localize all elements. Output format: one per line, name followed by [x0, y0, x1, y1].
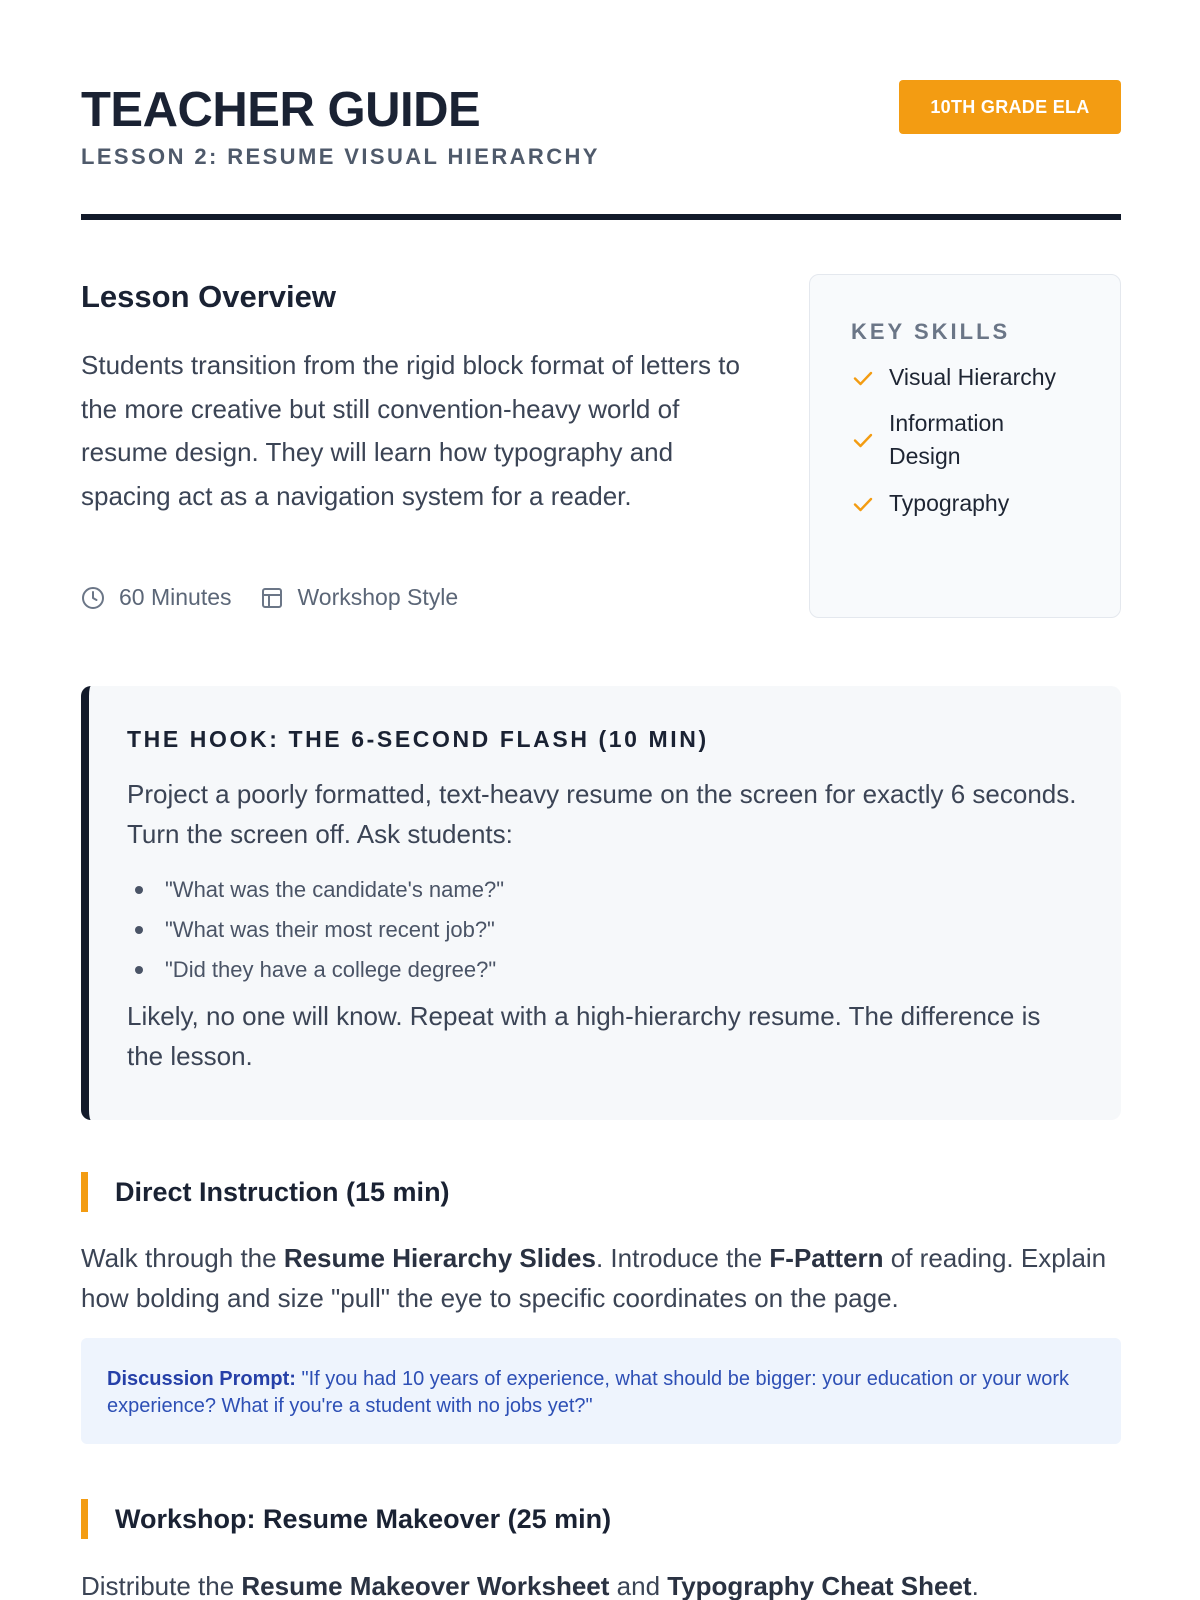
- clock-icon: [81, 586, 105, 610]
- f-pattern-term: F-Pattern: [769, 1243, 884, 1273]
- question-text: "What was their most recent job?": [165, 917, 495, 942]
- check-icon: [851, 492, 875, 516]
- style-label: Workshop Style: [297, 584, 459, 610]
- lesson-meta: [81, 584, 486, 611]
- list-item: [135, 910, 504, 950]
- text-run: .: [971, 1571, 979, 1600]
- section-title: Workshop: Resume Makeover (25 min): [115, 1503, 612, 1534]
- skill-item: [851, 407, 1081, 473]
- section-accent-bar: [81, 1499, 88, 1539]
- grade-badge: 10TH GRADE ELA: [899, 80, 1121, 134]
- prompt-text: "If you had 10 years of experience, what should be bigger: your education or your work experience? What if you're a student with no jobs yet?": [107, 1368, 1070, 1417]
- question-text: "What was the candidate's name?": [165, 877, 505, 902]
- bullet-icon: [135, 926, 143, 934]
- text-run: Distribute the: [81, 1571, 242, 1600]
- list-item: [135, 870, 504, 910]
- overview-text: Students transition from the rigid block format of letters to the more creative but still convention-heavy world of resume design. They will learn how typography and spacing act as a navigation system for a reader.: [81, 350, 740, 511]
- worksheet-reference: Resume Makeover Worksheet: [241, 1571, 610, 1600]
- workshop-text: [81, 1566, 1121, 1600]
- section-title: Direct Instruction (15 min): [115, 1176, 450, 1207]
- direct-instruction-text: [81, 1238, 1121, 1318]
- lesson-subtitle: LESSON 2: RESUME VISUAL HIERARCHY: [81, 144, 600, 169]
- header-divider: [81, 214, 1121, 220]
- guide-header: [81, 0, 1121, 220]
- key-skills-card: [809, 274, 1121, 618]
- text-run: Walk through the: [81, 1243, 284, 1273]
- layout-icon: [260, 586, 284, 610]
- hook-intro: Project a poorly formatted, text-heavy resume on the screen for exactly 6 seconds. Turn the screen off. Ask students:: [127, 779, 1077, 849]
- skill-label: Typography: [889, 490, 1010, 516]
- cheat-sheet-reference: Typography Cheat Sheet: [667, 1571, 972, 1600]
- workshop-header: [81, 1499, 611, 1539]
- bullet-icon: [135, 886, 143, 894]
- section-accent-bar: [81, 1172, 88, 1212]
- hook-questions: [135, 870, 504, 990]
- duration-label: 60 Minutes: [119, 584, 232, 610]
- skill-item: [851, 361, 1056, 394]
- hook-outro: Likely, no one will know. Repeat with a high-hierarchy resume. The difference is the lesson.: [127, 1001, 1041, 1071]
- direct-instruction-header: [81, 1172, 450, 1212]
- style-meta: [260, 584, 459, 611]
- list-item: [135, 950, 504, 990]
- slides-reference: Resume Hierarchy Slides: [283, 1243, 596, 1273]
- prompt-label: Discussion Prompt:: [107, 1368, 296, 1390]
- discussion-prompt: [81, 1338, 1121, 1444]
- text-run: and: [609, 1571, 668, 1600]
- duration-meta: [81, 584, 232, 611]
- overview-heading: Lesson Overview: [81, 279, 337, 314]
- check-icon: [851, 366, 875, 390]
- check-icon: [851, 428, 875, 452]
- text-run: . Introduce the: [595, 1243, 770, 1273]
- page-title: TEACHER GUIDE: [81, 83, 481, 137]
- hook-heading: THE HOOK: THE 6-SECOND FLASH (10 MIN): [127, 726, 709, 752]
- skill-label: Information Design: [889, 410, 1005, 469]
- question-text: "Did they have a college degree?": [165, 957, 497, 982]
- skill-label: Visual Hierarchy: [889, 364, 1057, 390]
- key-skills-heading: KEY SKILLS: [851, 319, 1011, 344]
- bullet-icon: [135, 966, 143, 974]
- lesson-overview: [81, 274, 1121, 620]
- skill-item: [851, 487, 1009, 520]
- teacher-guide-page: [81, 0, 1121, 1600]
- text-run: of reading. Explain how bolding and size "pull" the eye to specific coordinates on the page.: [81, 1243, 1107, 1313]
- hook-activity-box: [81, 686, 1121, 1120]
